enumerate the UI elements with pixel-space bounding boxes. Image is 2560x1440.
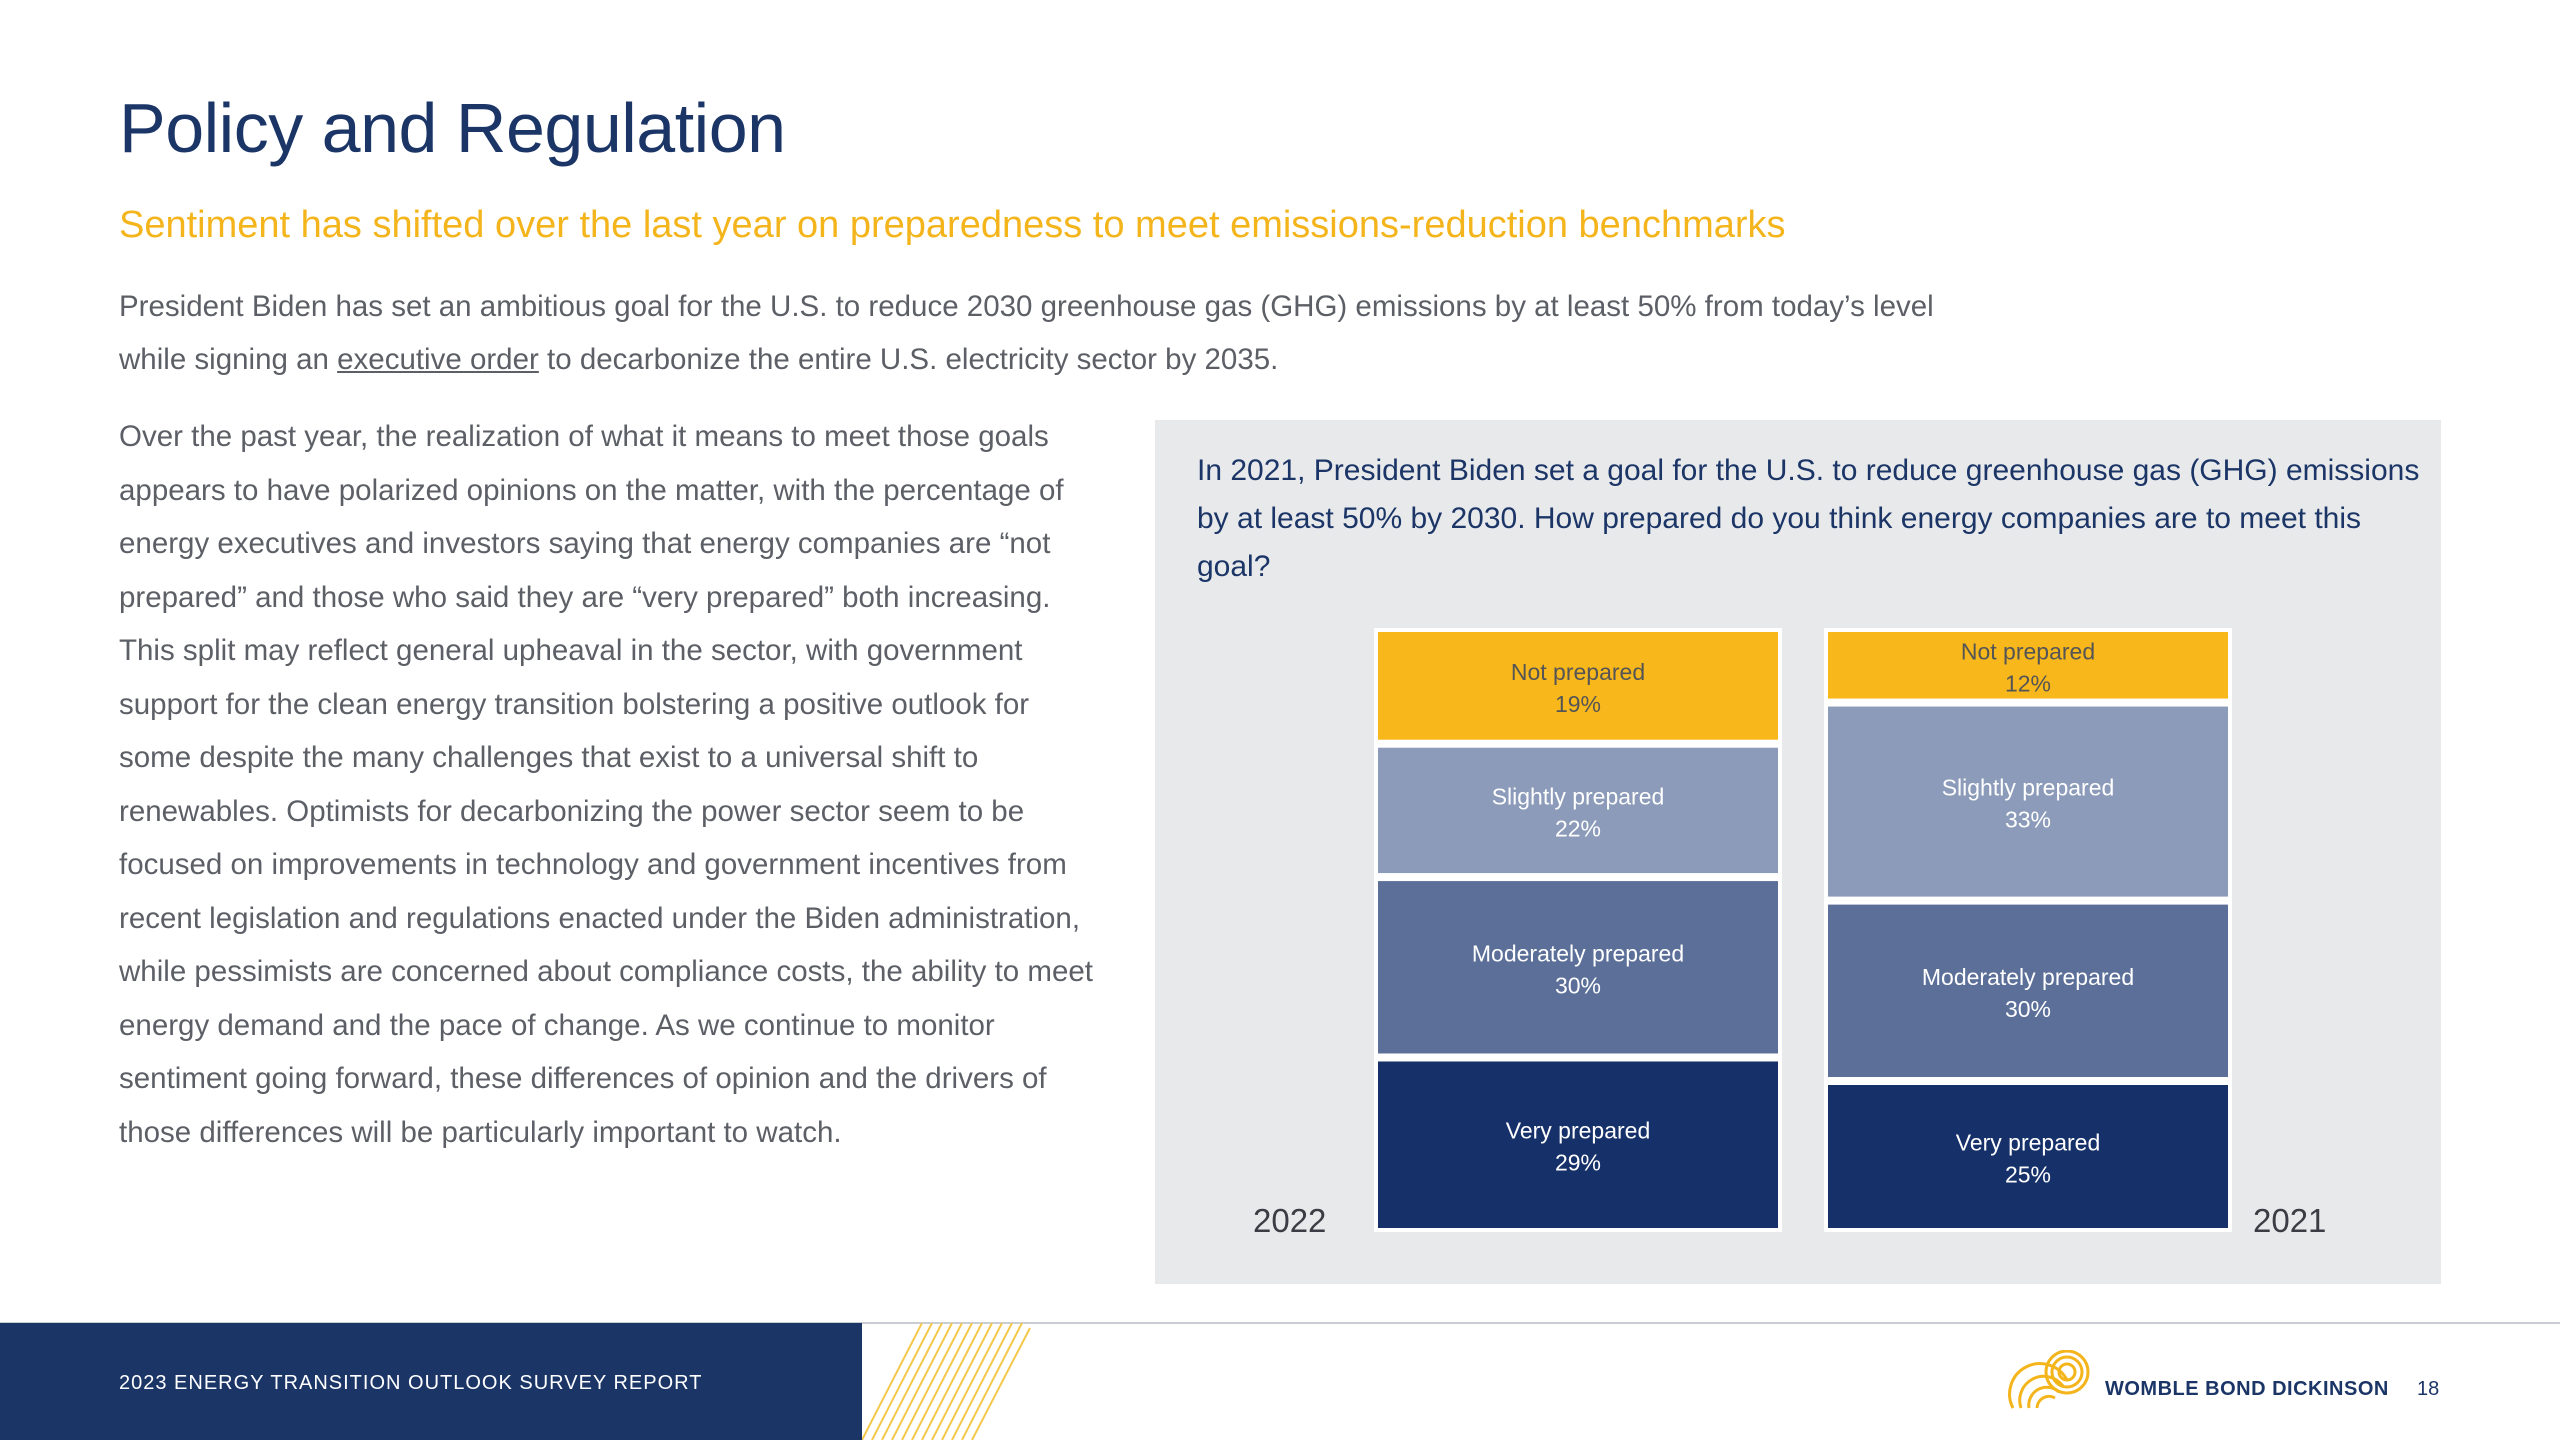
page-subtitle: Sentiment has shifted over the last year on preparedness to meet emissions-reduction benchmarks: [119, 204, 1786, 246]
chart-question: In 2021, President Biden set a goal for the U.S. to reduce greenhouse gas (GHG) emissions by at least 50% by 2030. How prepared do you think energy companies are to meet this goal?: [1197, 454, 2420, 583]
bar-segment-moderately-prepared-2021: [1826, 903, 2230, 1079]
segment-value-not-prepared-2022: 19%: [1554, 690, 1602, 717]
intro-line-2-pre: while signing an: [119, 343, 338, 376]
category-label-2021: 2021: [2253, 1202, 2327, 1239]
intro-line-2-post: to decarbonize the entire U.S. electricity sector by 2035.: [538, 343, 1279, 376]
bar-segment-slightly-prepared-2021: [1826, 705, 2230, 899]
segment-label-not-prepared-2022: Not prepared: [1510, 658, 1646, 685]
executive-order-link[interactable]: executive order: [337, 343, 539, 376]
decorative-stripes-icon: [862, 1323, 1032, 1440]
segment-label-slightly-prepared-2021: Slightly prepared: [1941, 774, 2115, 801]
segment-label-slightly-prepared-2022: Slightly prepared: [1491, 783, 1665, 810]
category-label-2022: 2022: [1253, 1202, 1327, 1239]
segment-value-moderately-prepared-2021: 30%: [2004, 995, 2052, 1022]
bar-segment-very-prepared-2022: [1376, 1059, 1780, 1230]
segment-value-slightly-prepared-2021: 33%: [2004, 806, 2052, 833]
segment-label-moderately-prepared-2022: Moderately prepared: [1471, 940, 1685, 967]
footer-report-title: 2023 ENERGY TRANSITION OUTLOOK SURVEY REPORT: [119, 1372, 703, 1394]
bar-segment-moderately-prepared-2022: [1376, 879, 1780, 1055]
brand-name: WOMBLE BOND DICKINSON: [2105, 1378, 2389, 1400]
intro-line-1: President Biden has set an ambitious goal for the U.S. to reduce 2030 greenhouse gas (GHG) emissions by at least 50% from today’s level: [119, 290, 1934, 323]
segment-label-not-prepared-2021: Not prepared: [1960, 638, 2096, 665]
segment-label-very-prepared-2022: Very prepared: [1505, 1117, 1651, 1144]
body-paragraph: Over the past year, the realization of what it means to meet those goals appears to have polarized opinions on the matter, with the percentage of energy executives and investors saying that energy companies are “not prepared” and those who said they are “very prepared” both increasing. This split may reflect general upheaval in the sector, with government support for the clean energy transition bolstering a positive outlook for some despite the many challenges that exist to a universal shift to renewables. Optimists for decarbonizing the power sector seem to be focused on improvements in technology and government incentives from recent legislation and regulations enacted under the Biden administration, while pessimists are concerned about compliance costs, the ability to meet energy demand and the pace of change. As we continue to monitor sentiment going forward, these differences of opinion and the drivers of those differences will be particularly important to watch.: [119, 420, 1093, 1149]
page-title: Policy and Regulation: [119, 89, 786, 167]
page-number: 18: [2417, 1378, 2440, 1400]
segment-value-moderately-prepared-2022: 30%: [1554, 972, 1602, 999]
bar-segment-very-prepared-2021: [1826, 1083, 2230, 1230]
segment-value-slightly-prepared-2022: 22%: [1554, 815, 1602, 842]
segment-value-very-prepared-2022: 29%: [1554, 1149, 1602, 1176]
segment-value-very-prepared-2021: 25%: [2004, 1161, 2052, 1188]
segment-label-very-prepared-2021: Very prepared: [1955, 1129, 2101, 1156]
womble-bond-dickinson-logo-icon: [2005, 1350, 2100, 1410]
bar-segment-slightly-prepared-2022: [1376, 746, 1780, 875]
bar-segment-not-prepared-2022: [1376, 630, 1780, 742]
segment-value-not-prepared-2021: 12%: [2004, 670, 2052, 697]
segment-label-moderately-prepared-2021: Moderately prepared: [1921, 963, 2135, 990]
